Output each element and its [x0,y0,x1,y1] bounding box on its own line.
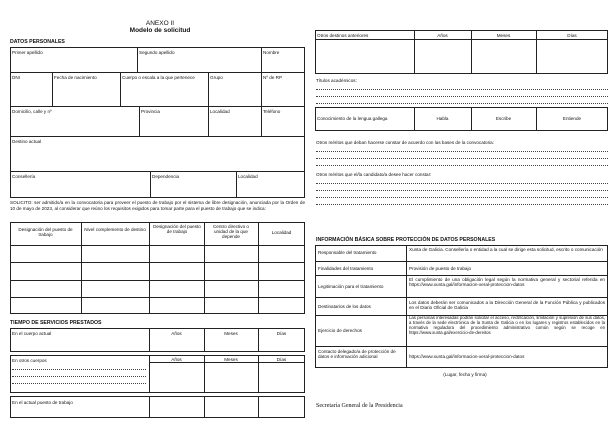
dni-label: DNI [12,75,20,80]
privacy-value-contact: https://www.xunta.gal/informacion-xeral-proteccion-datos [409,354,525,359]
service-row2-months: Meses [224,357,238,362]
service-row3-label: En el actual puesto de trabajo [12,400,73,405]
personal-section-title: DATOS PERSONALES [10,39,65,45]
privacy-value-rights: Las personas interesadas podrán solicitar el acceso, rectificación, limitación y supresión de sus datos, a través de la sede electrónica de la Xunta de Galicia o en los lugares y registros establecidos en la normativa reguladora del procedimiento administrativo común según se recoge en https://www.xunta.gal/exercicio-de-dereitos [409,315,605,335]
privacy-key-rights: Ejercicio de derechos [318,328,362,333]
privacy-key-legitimation: Legitimación para el tratamiento [318,284,384,289]
privacy-key-recipients: Destinatarios de los datos [318,304,371,309]
phone-label: Teléfono [263,109,281,114]
request-text: SOLICITO: ser admitido/a en la convocatoria para proveer el puesto de trabajo por el sistema de libre designación, anunciada por la Orden de 10 de mayo de 2023, al considerar que reúno los requisitos exigidos para tomar parte para el puesto de trabajo que se indica: [10,200,305,211]
service-row1-years: Años [171,331,182,336]
galician-understand: Entiende [562,116,582,121]
galician-write: Escribe [495,116,512,121]
job-col-unit: Centro directivo o unidad de la que depende [212,224,249,240]
job-col-locality: Localidad [271,230,292,235]
job-col-designation-2: Designación del puesto de trabajo [153,224,201,235]
privacy-key-purpose: Finalidades del tratamiento [318,266,374,271]
signature-place: (Lugar, fecha y firma) [443,372,487,377]
corps-label: Cuerpo o escala a la que pertenece [122,75,195,80]
name-label: Nombre [263,50,280,55]
academic-label: Títulos académicos: [316,78,357,83]
merits-label: Otros méritos que deban hacerse constar de acuerdo con las bases de la convocatoria: [316,140,494,145]
other-posts-label: Otros destinos anteriores [317,33,369,38]
service-time-title: TIEMPO DE SERVICIOS PRESTADOS [10,320,102,326]
locality2-label: Localidad [238,174,258,179]
job-col-level: Nivel complemento de destino [84,227,146,232]
service-row1-days: Días [276,331,287,336]
service-row2-days: Días [276,357,287,362]
ministry-label: Consellería [12,174,36,179]
galician-label: Conocimiento de la lengua gallega [317,116,388,121]
province-label: Provincia [141,109,160,114]
privacy-key-responsible: Responsable del tratamiento [318,250,377,255]
annex-label: ANEXO II [145,20,175,27]
job-col-designation: Designación del puesto de trabajo [18,227,73,238]
service-row2-label: En otros cuerpos [12,358,47,363]
form-title: Modelo de solicitud [129,27,191,34]
privacy-value-responsible: Xunta de Galicia. Consellería o entidad a la cual se dirige esta solicitud, escrito o comunicación [409,247,603,252]
other-posts-months: Meses [496,33,511,38]
privacy-key-contact: Contacto delegado/a de protección de datos e información adicional [318,349,396,360]
service-row1-months: Meses [224,331,238,336]
galician-speak: Habla [436,116,449,121]
other-posts-days: Días [567,33,577,38]
address-label: Domicilio, calle y nº [12,109,52,114]
service-row1-label: En el cuerpo actual [12,331,52,336]
dependency-label: Dependencia [152,174,180,179]
other-posts-years: Años [437,33,448,38]
birth-date-label: Fecha de nacimiento [54,75,97,80]
group-label: Grupo [210,75,223,80]
second-surname-label: Segundo apellido [139,50,175,55]
footer-secretary: Secretaría General de la Presidencia [316,403,403,409]
service-row2-years: Años [171,357,182,362]
locality-label: Localidad [210,109,230,114]
other-merits-label: Otros méritos que el/la candidato/a desee hacer constar: [316,172,432,177]
privacy-value-recipients: Los datos deberán ser comunicados a la Dirección General de la Función Pública y publicados en el Diario Oficial de Galicia [409,300,605,311]
privacy-value-purpose: Provisión de puesto de trabajo [409,266,472,271]
privacy-section-title: INFORMACIÓN BÁSICA SOBRE PROTECCIÓN DE DATOS PERSONALES [316,237,496,243]
current-post-label: Destino actual [12,139,42,144]
privacy-value-legitimation: El cumplimiento de una obligación legal según la normativa general y sectorial referida en https://www.xunta.gal/informacion-xeral-proteccion-datos [409,277,605,288]
first-surname-label: Primer apellido [12,50,43,55]
rp-number-label: Nº de RP [263,75,283,80]
